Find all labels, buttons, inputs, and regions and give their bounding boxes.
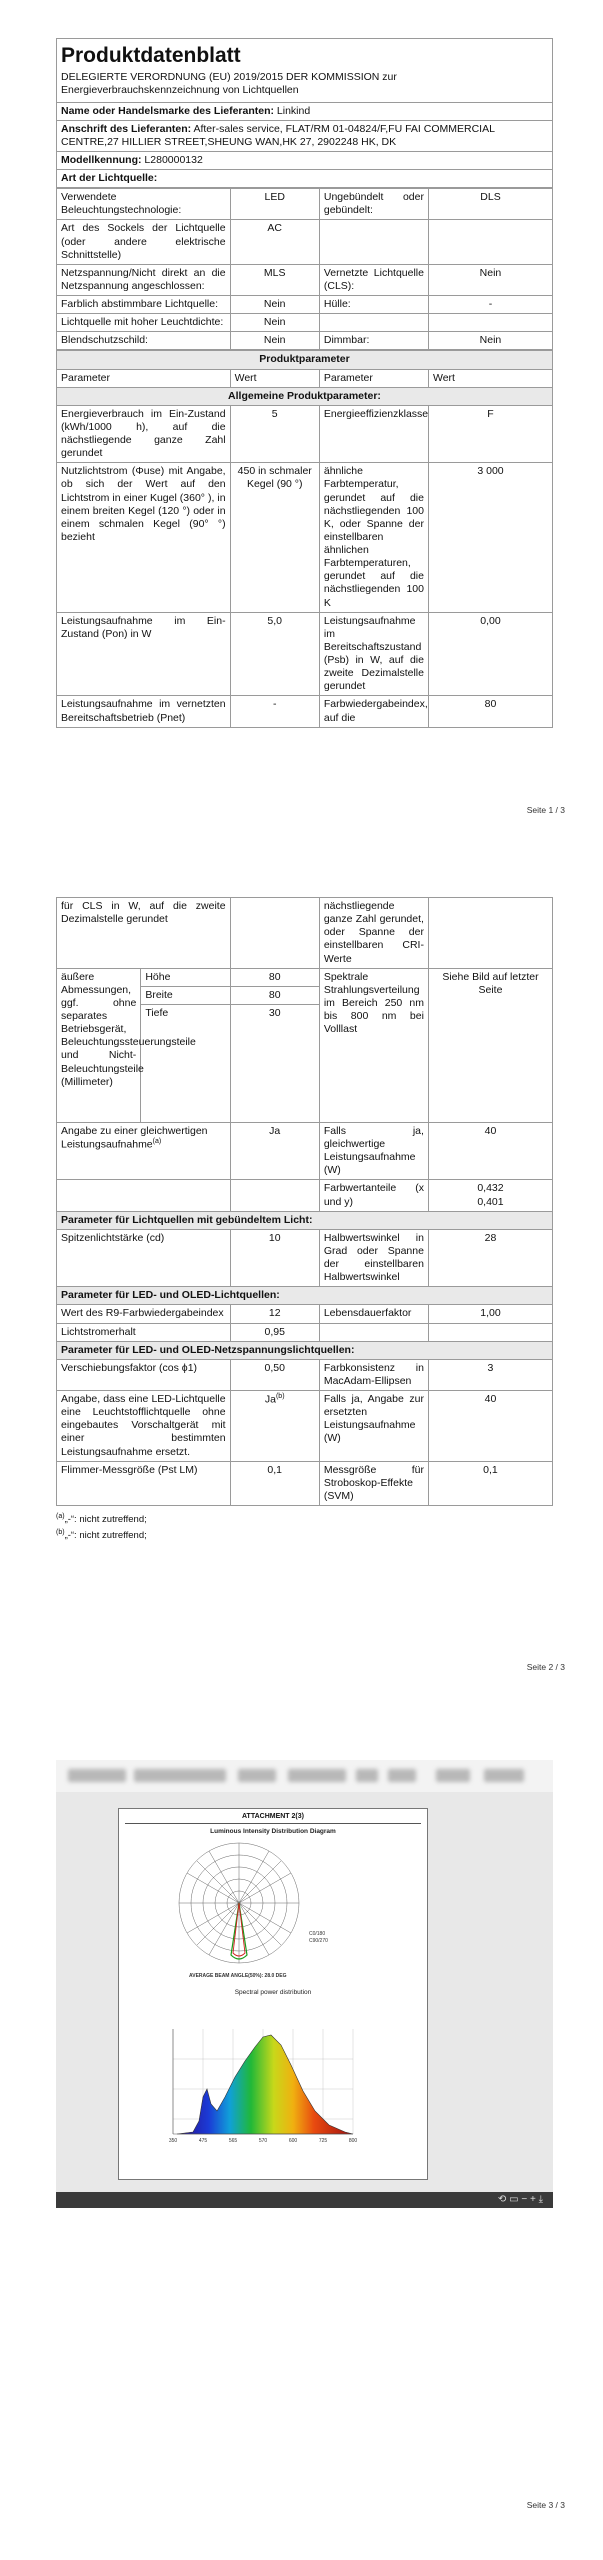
page-number-1: Seite 1 / 3: [526, 805, 565, 815]
params-table-1: [56, 350, 553, 727]
model-row: [57, 151, 553, 169]
redacted-text: [134, 1769, 226, 1782]
dim-depth-value: 30: [230, 1004, 319, 1122]
polar-caption: AVERAGE BEAM ANGLE(50%): 28.0 DEG: [189, 1973, 287, 1979]
param-value: F: [428, 405, 552, 463]
param-label: Art des Sockels der Lichtquelle (oder andere elektrische Schnittstelle): [57, 220, 231, 264]
svm-label: Messgröße für Stroboskop-Effekte (SVM): [319, 1461, 428, 1505]
mains-heading: Parameter für LED- und OLED-Netzspannungslichtquellen:: [57, 1341, 553, 1359]
col-value-2: Wert: [428, 369, 552, 387]
datasheet-page-2: [56, 897, 553, 1544]
redacted-text: [238, 1769, 276, 1782]
x-tick-label: 475: [198, 2138, 208, 2144]
equiv-label-cell: [57, 1122, 231, 1180]
param-value: Nein: [230, 314, 319, 332]
dimensions-label: äußere Abmessungen, ggf. ohne separates Betriebsgerät, Beleuchtungssteuerungsteile und Nicht-Beleuchtungsteile (Millimeter): [57, 968, 141, 1122]
page-1: [0, 0, 603, 845]
r9-value: 12: [230, 1305, 319, 1323]
params-heading: Produktparameter: [57, 351, 553, 369]
page-number-2: Seite 2 / 3: [526, 1662, 565, 1672]
params-table-2: [56, 897, 553, 1506]
footnote-b-mark: (b): [56, 1528, 65, 1536]
equiv-sup: (a): [152, 1138, 162, 1145]
param-value: [428, 220, 552, 264]
peak-value: 10: [230, 1229, 319, 1287]
footnote-a-text: „-“: nicht zutreffend;: [64, 1514, 147, 1526]
param-label: Farbwiedergabeindex, auf die: [319, 696, 428, 727]
param-value: Nein: [230, 332, 319, 350]
attachment-sheet: [118, 1808, 428, 2180]
param-label: Vernetzte Lichtquelle (CLS):: [319, 264, 428, 295]
footnote-b-text: „-“: nicht zutreffend;: [64, 1530, 147, 1542]
model-value: L280000132: [144, 153, 203, 166]
fit-icon[interactable]: ▭: [509, 2194, 519, 2205]
address-value: After-sales service, FLAT/RM 01-04824/F,FU FAI COMMERCIAL CENTRE,27 HILLIER STREET,SHEUNG WAN,HK 27, 2902248 HK, DK: [61, 122, 495, 148]
param-value: 450 in schmaler Kegel (90 °): [230, 463, 319, 612]
redacted-text: [436, 1769, 470, 1782]
displacement-value: 0,50: [230, 1359, 319, 1390]
lamp-type-row: [57, 296, 553, 314]
param-value: [428, 314, 552, 332]
x-tick-label: 725: [318, 2138, 328, 2144]
lamp-type-row: [57, 189, 553, 220]
peak-label: Spitzenlichtstärke (cd): [57, 1229, 231, 1287]
param-label: Farblich abstimmbare Lichtquelle:: [57, 296, 231, 314]
replace-power-value: 40: [428, 1391, 552, 1462]
lumen-maint-label: Lichtstromerhalt: [57, 1323, 231, 1341]
param-value: -: [230, 696, 319, 727]
chroma-x: 0,432: [477, 1182, 504, 1195]
general-param-row: [57, 612, 553, 696]
macadam-label: Farbkonsistenz in MacAdam-Ellipsen: [319, 1359, 428, 1390]
attachment-title: ATTACHMENT 2(3): [242, 1813, 304, 1820]
col-param-2: Parameter: [319, 369, 428, 387]
replace-power-label: Falls ja, Angabe zur ersetzten Leistungsaufnahme (W): [319, 1391, 428, 1462]
beam-value: 28: [428, 1229, 552, 1287]
address-row: [57, 120, 553, 151]
param-label: Ungebündelt oder gebündelt:: [319, 189, 428, 220]
dim-height-value: 80: [230, 968, 319, 986]
param-label: [319, 314, 428, 332]
param-label: Lichtquelle mit hoher Leuchtdichte:: [57, 314, 231, 332]
dim-width-value: 80: [230, 986, 319, 1004]
param-value: LED: [230, 189, 319, 220]
chroma-values: [428, 1180, 552, 1211]
supplier-label: Name oder Handelsmarke des Lieferanten:: [61, 104, 274, 117]
displacement-label: Verschiebungsfaktor (cos ϕ1): [57, 1359, 231, 1390]
svm-value: 0,1: [428, 1461, 552, 1505]
legend-text: C0/180: [309, 1931, 326, 1937]
x-tick-label: 600: [288, 2138, 298, 2144]
flicker-label: Flimmer-Messgröße (Pst LM): [57, 1461, 231, 1505]
cri-continued: nächstliegende ganze Zahl gerundet, oder Spanne der einstellbaren CRI-Werte: [319, 898, 428, 969]
viewer-controls: [498, 2192, 543, 2208]
lamp-type-row: [57, 332, 553, 350]
param-label: [319, 220, 428, 264]
survival-label: Lebensdauerfaktor: [319, 1305, 428, 1323]
x-tick-label: 350: [168, 2138, 178, 2144]
param-label: ähnliche Farbtemperatur, gerundet auf die nächstliegenden 100 K, oder Spanne der einstellbaren ähnlichen Farbtemperaturen, gerundet auf die nächstliegenden 100 K: [319, 463, 428, 612]
param-value: -: [428, 296, 552, 314]
param-value: 3 000: [428, 463, 552, 612]
lamp-type-row: [57, 314, 553, 332]
x-tick-label: 570: [258, 2138, 268, 2144]
rotate-icon[interactable]: ⟲: [497, 2194, 507, 2205]
lamp-type-heading: Art der Lichtquelle:: [57, 170, 553, 188]
equiv-label: Angabe zu einer gleichwertigen Leistungsaufnahme: [61, 1124, 208, 1151]
dim-depth-label: Tiefe: [141, 1004, 230, 1122]
x-tick-label: 565: [228, 2138, 238, 2144]
lamp-type-table: [56, 188, 553, 350]
replace-label: Angabe, dass eine LED-Lichtquelle eine Leuchtstofflichtquelle ohne eingebautes Vorschaltgerät mit einer bestimmten Leistungsaufnahme ersetzt.: [57, 1391, 231, 1462]
x-tick-label: 800: [348, 2138, 358, 2144]
col-value-1: Wert: [230, 369, 319, 387]
param-value: MLS: [230, 264, 319, 295]
param-label: Nutzlichtstrom (Φuse) mit Angabe, ob sich der Wert auf den Lichtstrom in einer Kugel (360° ), in einem breiten Kegel (120 °) oder in einem schmalen Kegel (90° °) bezieht: [57, 463, 231, 612]
param-label: Energieverbrauch im Ein-Zustand (kWh/1000 h), auf die nächstliegende ganze Zahl gerundet: [57, 405, 231, 463]
param-label: Blendschutzschild:: [57, 332, 231, 350]
survival-value: 1,00: [428, 1305, 552, 1323]
page-title: Produktdatenblatt: [57, 39, 553, 70]
col-param-1: Parameter: [57, 369, 231, 387]
spectrum-title: Spectral power distribution: [234, 1989, 312, 1996]
lamp-type-row: [57, 220, 553, 264]
param-label: Hülle:: [319, 296, 428, 314]
footnote-b: [56, 1528, 553, 1544]
param-value: Nein: [428, 332, 552, 350]
viewer-footer: [56, 2192, 553, 2208]
redacted-toolbar: [56, 1760, 553, 1792]
model-label: Modellkennung:: [61, 153, 142, 166]
param-value: 5: [230, 405, 319, 463]
led-heading: Parameter für LED- und OLED-Lichtquellen:: [57, 1287, 553, 1305]
macadam-value: 3: [428, 1359, 552, 1390]
regulation-subtitle: DELEGIERTE VERORDNUNG (EU) 2019/2015 DER KOMMISSION zur Energieverbrauchskennzeichnung von Lichtquellen: [57, 69, 553, 102]
footnote-a: [56, 1512, 553, 1528]
redacted-text: [484, 1769, 524, 1782]
general-param-row: [57, 405, 553, 463]
param-value: 80: [428, 696, 552, 727]
param-label: Leistungsaufnahme im Bereitschaftszustand (Psb) in W, auf die zweite Dezimalstelle gerundet: [319, 612, 428, 696]
redacted-text: [356, 1769, 378, 1782]
param-value: 5,0: [230, 612, 319, 696]
page-3: [0, 1735, 603, 2560]
spectral-value: Siehe Bild auf letzter Seite: [428, 968, 552, 1122]
attachment-divider: [125, 1823, 421, 1824]
param-value: AC: [230, 220, 319, 264]
dim-height-label: Höhe: [141, 968, 230, 986]
spectral-label: Spektrale Strahlungsverteilung im Bereich 250 nm bis 800 nm bei Volllast: [319, 968, 428, 1122]
spectrum-chart: [119, 1999, 429, 2159]
lumen-maint-value: 0,95: [230, 1323, 319, 1341]
param-value: 0,00: [428, 612, 552, 696]
replace-sup: (b): [275, 1393, 285, 1400]
param-label: Verwendete Beleuchtungstechnologie:: [57, 189, 231, 220]
polar-title: Luminous Intensity Distribution Diagram: [210, 1828, 336, 1835]
footnotes: [56, 1512, 553, 1544]
page-2: [0, 845, 603, 1735]
zoom-in-icon[interactable]: +: [529, 2194, 536, 2205]
cls-power-continued: für CLS in W, auf die zweite Dezimalstelle gerundet: [57, 898, 231, 969]
footnote-a-mark: (a): [56, 1513, 65, 1520]
param-label: Dimmbar:: [319, 332, 428, 350]
download-icon[interactable]: ⤓: [538, 2194, 543, 2205]
beam-label: Halbwertswinkel in Grad oder Spanne der einstellbaren Halbwertswinkel: [319, 1229, 428, 1287]
redacted-text: [68, 1769, 126, 1782]
equiv-power-value: 40: [428, 1122, 552, 1180]
legend-text: C90/270: [309, 1938, 328, 1944]
dim-width-label: Breite: [141, 986, 230, 1004]
address-label: Anschrift des Lieferanten:: [61, 122, 192, 135]
equiv-value: Ja: [230, 1122, 319, 1180]
general-param-row: [57, 463, 553, 612]
datasheet-page-1: [56, 38, 553, 728]
header-table: [56, 38, 553, 188]
param-value: Nein: [230, 296, 319, 314]
lamp-type-row: [57, 264, 553, 295]
param-label: Leistungsaufnahme im Ein-Zustand (Pon) in W: [57, 612, 231, 696]
general-params-heading: Allgemeine Produktparameter:: [57, 387, 553, 405]
flicker-value: 0,1: [230, 1461, 319, 1505]
equiv-power-label: Falls ja, gleichwertige Leistungsaufnahme (W): [319, 1122, 428, 1180]
chroma-label: Farbwertanteile (x und y): [319, 1180, 428, 1211]
param-label: Netzspannung/Nicht direkt an die Netzspannung angeschlossen:: [57, 264, 231, 295]
supplier-value: Linkind: [276, 104, 311, 117]
general-param-row: [57, 696, 553, 727]
document-viewer: [56, 1792, 553, 2192]
supplier-row: [57, 102, 553, 120]
zoom-out-icon[interactable]: −: [521, 2194, 528, 2205]
redacted-text: [288, 1769, 346, 1782]
page-number-3: Seite 3 / 3: [526, 2500, 565, 2510]
redacted-text: [388, 1769, 416, 1782]
r9-label: Wert des R9-Farbwiedergabeindex: [57, 1305, 231, 1323]
replace-value: Ja: [264, 1393, 276, 1406]
param-label: Leistungsaufnahme im vernetzten Bereitschaftsbetrieb (Pnet): [57, 696, 231, 727]
chroma-y: 0,401: [477, 1195, 504, 1208]
param-label: Energieeffizienzklasse: [319, 405, 428, 463]
replace-value-cell: [230, 1391, 319, 1462]
param-value: DLS: [428, 189, 552, 220]
polar-diagram: [119, 1835, 429, 1985]
directional-heading: Parameter für Lichtquellen mit gebündeltem Licht:: [57, 1211, 553, 1229]
param-value: Nein: [428, 264, 552, 295]
